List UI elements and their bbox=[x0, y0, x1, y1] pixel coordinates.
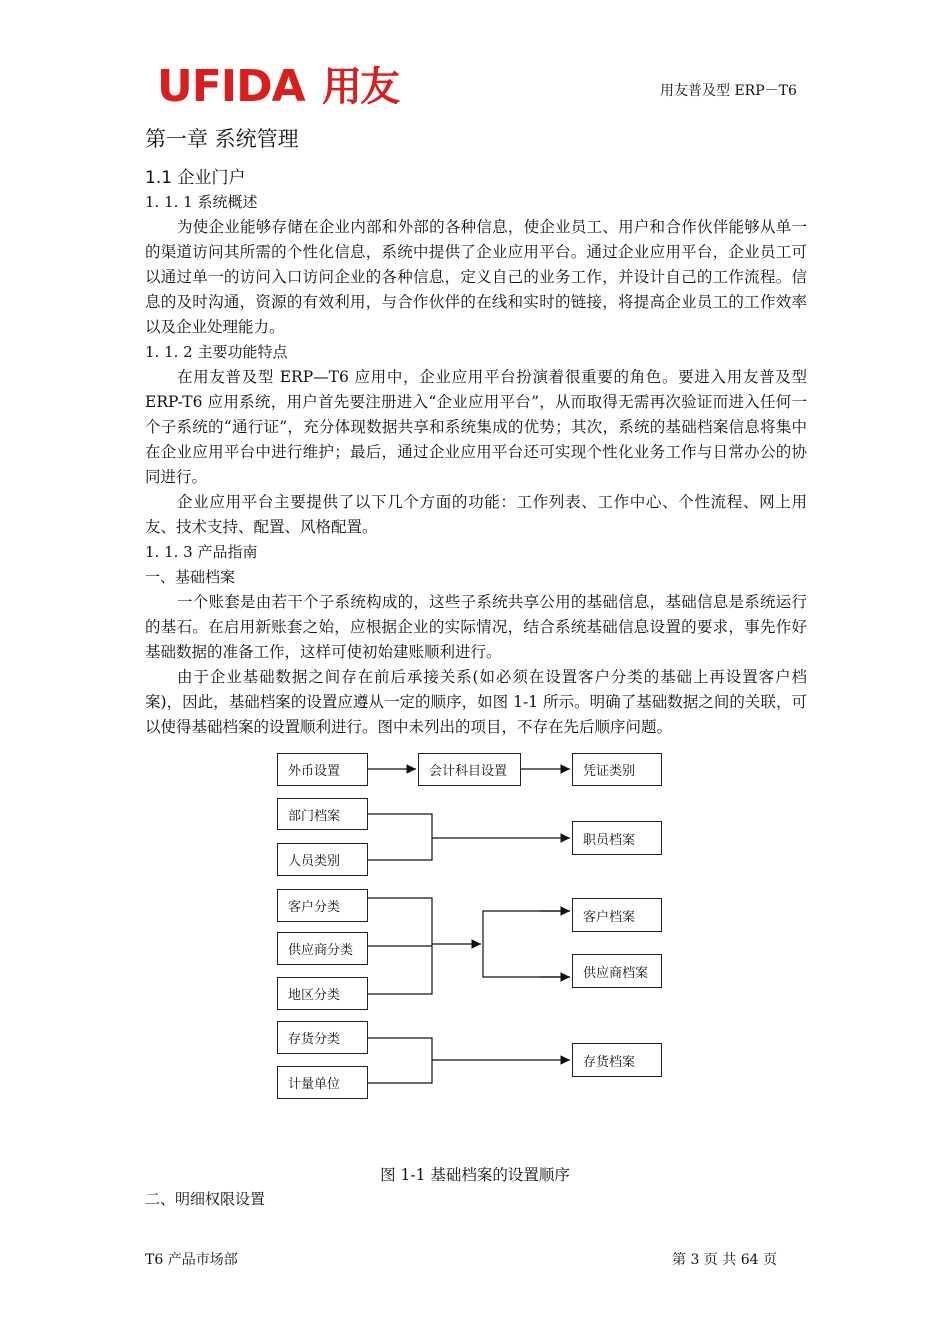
box-customer-class-label: 客户分类 bbox=[288, 900, 341, 915]
box-department bbox=[277, 798, 368, 830]
box-department-label: 部门档案 bbox=[288, 808, 341, 824]
box-employee bbox=[572, 821, 662, 855]
box-unit-label: 计量单位 bbox=[288, 1077, 341, 1092]
box-region-class-label: 地区分类 bbox=[288, 988, 341, 1003]
box-supplier bbox=[572, 954, 662, 988]
box-foreign-currency-label: 外币设置 bbox=[288, 764, 341, 779]
box-inventory-class-label: 存货分类 bbox=[288, 1032, 341, 1047]
paragraph-features: 在用友普及型 ERP—T6 应用中，企业应用平台扮演着很重要的角色。要进入用友普及型 ERP-T6 应用系统，用户首先要注册进入“企业应用平台”，从而取得无需再次验证而进入任何一个子系统的“通行证”，充分体现数据共享和系统集成的优势；其次，系统的基础档案信息将集中在企业应用平台中进行维护；最后，通过企业应用平台还可实现个性化业务工作与日常办公的协同进行。 bbox=[145, 368, 807, 486]
heading-permission-settings: 二、明细权限设置 bbox=[145, 1190, 266, 1208]
box-employee-label: 职员档案 bbox=[583, 832, 636, 848]
subsection-1-1-1: 1. 1. 1 系统概述 bbox=[145, 193, 258, 211]
box-voucher-type-label: 凭证类别 bbox=[583, 764, 636, 779]
box-inventory bbox=[572, 1043, 662, 1077]
chapter-title: 第一章 系统管理 bbox=[145, 127, 299, 151]
box-supplier-class-label: 供应商分类 bbox=[288, 943, 354, 958]
box-inventory-label: 存货档案 bbox=[583, 1054, 636, 1070]
heading-basic-archives: 一、基础档案 bbox=[145, 568, 236, 586]
ufida-logo: UFIDA bbox=[157, 61, 305, 112]
paragraph-order: 由于企业基础数据之间存在前后承接关系(如必须在设置客户分类的基础上再设置客户档案)，因此，基础档案的设置应遵从一定的顺序，如图 1-1 所示。明确了基础数据之间的关联，可以使得基础档案的设置顺利进行。图中未列出的项目，不存在先后顺序问题。 bbox=[145, 668, 807, 736]
box-supplier-class bbox=[277, 932, 368, 965]
paragraph-basic-info: 一个账套是由若干个子系统构成的，这些子系统共享公用的基础信息，基础信息是系统运行的基石。在启用新账套之始，应根据企业的实际情况，结合系统基础信息设置的要求，事先作好基础数据的准备工作，这样可使初始建账顺利进行。 bbox=[145, 593, 807, 661]
subsection-1-1-3: 1. 1. 3 产品指南 bbox=[145, 543, 258, 561]
footer-department: T6 产品市场部 bbox=[145, 1252, 238, 1268]
subsection-1-1-2: 1. 1. 2 主要功能特点 bbox=[145, 343, 288, 361]
paragraph-overview: 为使企业能够存储在企业内部和外部的各种信息，使企业员工、用户和合作伙伴能够从单一的渠道访问其所需的个性化信息，系统中提供了企业应用平台。通过企业应用平台，企业员工可以通过单一的访问入口访问企业的各种信息，定义自己的业务工作，并设计自己的工作流程。信息的及时沟通，资源的有效利用，与合作伙伴的在线和实时的链接，将提高企业员工的工作效率以及企业处理能力。 bbox=[145, 218, 807, 336]
box-voucher-type bbox=[572, 753, 662, 786]
box-foreign-currency bbox=[277, 753, 368, 786]
box-accounting-subject-label: 会计科目设置 bbox=[429, 764, 508, 779]
figure-caption: 图 1-1 基础档案的设置顺序 bbox=[380, 1166, 570, 1184]
box-inventory-class bbox=[277, 1021, 368, 1054]
box-customer-class bbox=[277, 889, 368, 922]
box-customer-label: 客户档案 bbox=[583, 909, 636, 925]
paragraph-functions: 企业应用平台主要提供了以下几个方面的功能：工作列表、工作中心、个性流程、网上用友、技术支持、配置、风格配置。 bbox=[145, 493, 807, 536]
box-personnel-type bbox=[277, 843, 368, 876]
section-title: 1.1 企业门户 bbox=[145, 168, 246, 188]
ufida-logo-cn: 用友 bbox=[322, 64, 398, 110]
header-product-name: 用友普及型 ERP－T6 bbox=[660, 83, 797, 99]
box-accounting-subject bbox=[418, 753, 521, 786]
box-region-class bbox=[277, 977, 368, 1010]
box-supplier-label: 供应商档案 bbox=[583, 965, 649, 981]
box-personnel-type-label: 人员类别 bbox=[288, 854, 341, 869]
footer-page-number: 第 3 页 共 64 页 bbox=[672, 1252, 777, 1268]
box-unit bbox=[277, 1066, 368, 1099]
box-customer bbox=[572, 898, 662, 932]
